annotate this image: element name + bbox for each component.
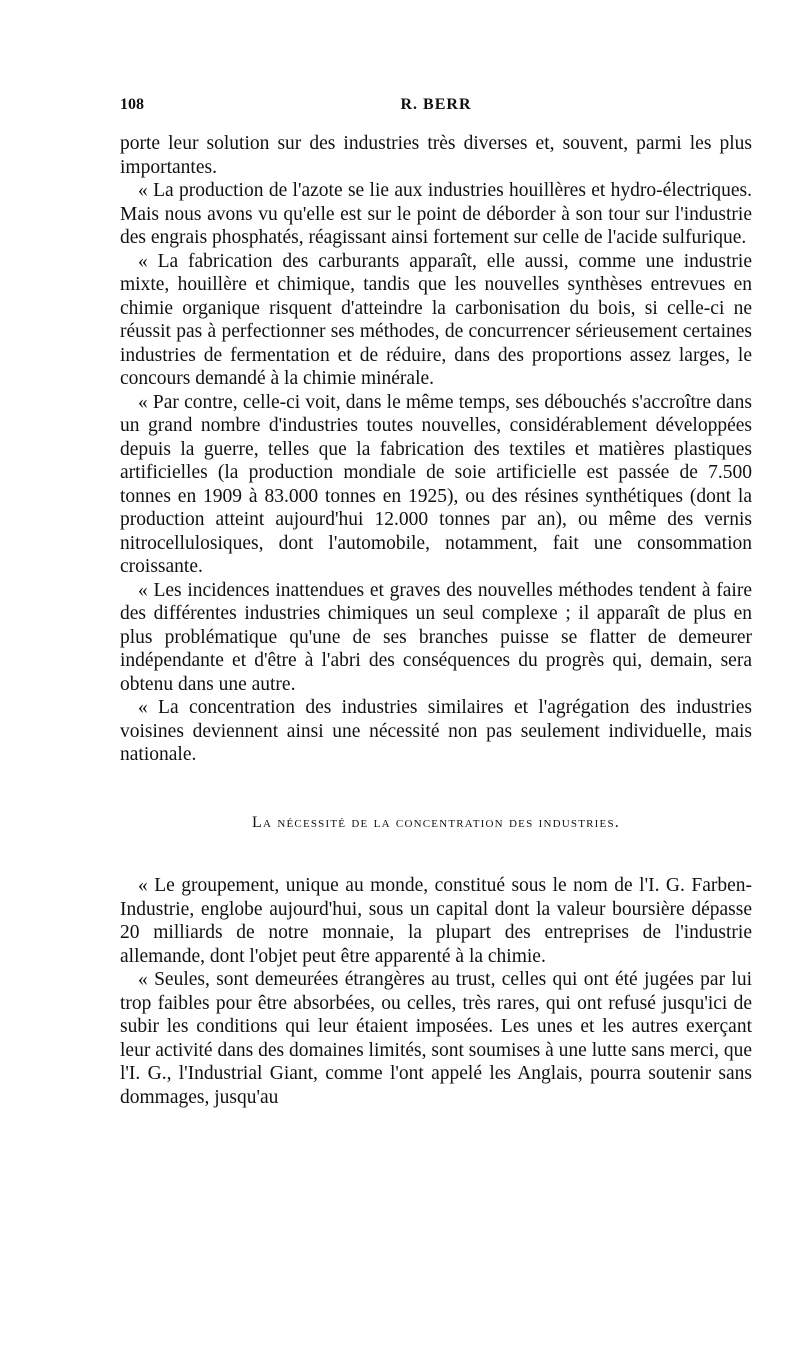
book-page (120, 96, 752, 1109)
page-number: 108 (120, 96, 144, 113)
paragraph: « Le groupement, unique au monde, constitué sous le nom de l'I. G. Farben-Industrie, englobe aujourd'hui, sous un capital dont la valeur boursière dépasse 20 milliards de notre monnaie, la plupart des entreprises de l'industrie allemande, dont l'objet peut être apparenté à la chimie. (120, 875, 752, 967)
paragraph: « Par contre, celle-ci voit, dans le même temps, ses débouchés s'accroître dans un grand nombre d'industries toutes nouvelles, considérablement développées depuis la guerre, telles que la fabrication des textiles et matières plastiques artificielles (la production mondiale de soie artificielle est passée de 7.500 tonnes en 1909 à 83.000 tonnes en 1925), ou des résines synthétiques (dont la production atteint aujourd'hui 12.000 tonnes par an), ou même des vernis nitrocellulosiques, dont l'automobile, notamment, fait une consommation croissante. (120, 391, 752, 577)
paragraph: « Les incidences inattendues et graves des nouvelles méthodes tendent à faire des différentes industries chimiques un seul complexe ; il apparaît de plus en plus problématique qu'une de ses branches puisse se flatter de demeurer indépendante et d'être à l'abri des conséquences du progrès qui, demain, sera obtenu dans une autre. (120, 579, 752, 695)
running-head: R. BERR (400, 96, 472, 113)
section-title: La nécessité de la concentration des industries. (252, 813, 620, 831)
paragraph: « La fabrication des carburants apparaît, elle aussi, comme une industrie mixte, houillère et chimique, tandis que les nouvelles synthèses entrevues en chimie organique risquent d'atteindre la carbonisation du bois, si celle-ci ne réussit pas à perfectionner ses méthodes, de concurrencer sérieusement certaines industries de fermentation et de réduire, dans des proportions assez larges, le concours demandé à la chimie minérale. (120, 250, 752, 389)
paragraph: porte leur solution sur des industries très diverses et, souvent, parmi les plus importantes. (120, 133, 752, 178)
paragraph: « La concentration des industries similaires et l'agrégation des industries voisines deviennent ainsi une nécessité non pas seulement individuelle, mais nationale. (120, 697, 752, 765)
paragraph: « La production de l'azote se lie aux industries houillères et hydro-électriques. Mais nous avons vu qu'elle est sur le point de déborder à son tour sur l'industrie des engrais phosphatés, réagissant ainsi fortement sur celle de l'acide sulfurique. (120, 180, 752, 248)
paragraph: « Seules, sont demeurées étrangères au trust, celles qui ont été jugées par lui trop faibles pour être absorbées, ou celles, très rares, qui ont refusé jusqu'ici de subir les conditions qui leur étaient imposées. Les unes et les autres exerçant leur activité dans des domaines limités, sont soumises à une lutte sans merci, que l'I. G., l'Industrial Giant, comme l'ont appelé les Anglais, pourra soutenir sans dommages, jusqu'au (120, 969, 752, 1108)
body-text (120, 132, 752, 1109)
page-header (120, 96, 752, 120)
